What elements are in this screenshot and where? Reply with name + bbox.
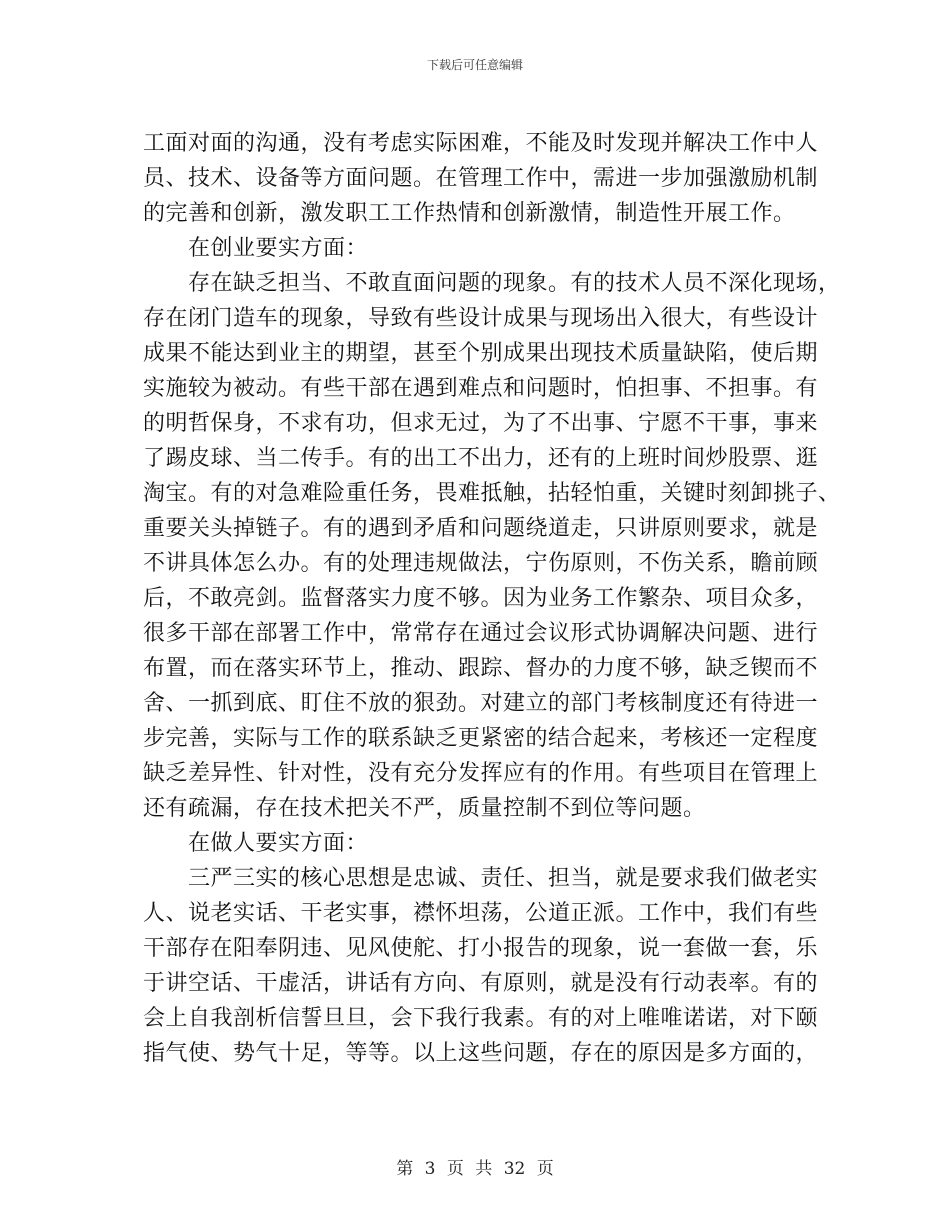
text-line: 在做人要实方面： — [188, 831, 369, 856]
text-line: 人、说老实话、干老实事，襟怀坦荡，公道正派。工作中，我们有些 — [143, 901, 819, 926]
text-line: 在创业要实方面： — [188, 236, 369, 261]
document-body — [143, 126, 841, 1071]
text-line: 舍、一抓到底、盯住不放的狠劲。对建立的部门考核制度还有待进一 — [143, 691, 819, 716]
text-line: 实施较为被动。有些干部在遇到难点和问题时，怕担事、不担事。有 — [143, 376, 819, 401]
text-line: 后，不敢亮剑。监督落实力度不够。因为业务工作繁杂、项目众多， — [143, 586, 819, 611]
text-line: 指气使、势气十足，等等。以上这些问题，存在的原因是多方面的， — [143, 1041, 819, 1066]
text-line: 干部存在阳奉阴违、见风使舵、打小报告的现象，说一套做一套，乐 — [143, 936, 819, 961]
text-line: 很多干部在部署工作中，常常存在通过会议形式协调解决问题、进行 — [143, 621, 819, 646]
page-footer: 第 3 页 共 32 页 — [396, 1159, 554, 1179]
text-line: 步完善，实际与工作的联系缺乏更紧密的结合起来，考核还一定程度 — [143, 726, 819, 751]
text-line: 重要关头掉链子。有的遇到矛盾和问题绕道走，只讲原则要求，就是 — [143, 516, 819, 541]
text-line: 会上自我剖析信誓旦旦，会下我行我素。有的对上唯唯诺诺，对下颐 — [143, 1006, 819, 1031]
text-line: 的明哲保身，不求有功，但求无过，为了不出事、宁愿不干事，事来 — [143, 411, 819, 436]
text-line: 存在缺乏担当、不敢直面问题的现象。有的技术人员不深化现场， — [188, 271, 841, 296]
text-line: 三严三实的核心思想是忠诚、责任、担当，就是要求我们做老实 — [188, 866, 819, 891]
text-line: 成果不能达到业主的期望，甚至个别成果出现技术质量缺陷，使后期 — [143, 341, 819, 366]
text-line: 存在闭门造车的现象，导致有些设计成果与现场出入很大，有些设计 — [143, 306, 819, 331]
page-header: 下载后可任意编辑 — [426, 58, 523, 72]
text-line: 淘宝。有的对急难险重任务，畏难抵触，拈轻怕重，关键时刻卸挑子、 — [143, 481, 841, 506]
text-line: 还有疏漏，存在技术把关不严，质量控制不到位等问题。 — [143, 796, 706, 821]
text-line: 不讲具体怎么办。有的处理违规做法，宁伤原则，不伤关系，瞻前顾 — [143, 551, 819, 576]
text-line: 了踢皮球、当二传手。有的出工不出力，还有的上班时间炒股票、逛 — [143, 446, 819, 471]
text-line: 员、技术、设备等方面问题。在管理工作中，需进一步加强激励机制 — [143, 166, 819, 191]
text-line: 布置，而在落实环节上，推动、跟踪、督办的力度不够，缺乏锲而不 — [143, 656, 819, 681]
text-line: 缺乏差异性、针对性，没有充分发挥应有的作用。有些项目在管理上 — [143, 761, 819, 786]
text-line: 的完善和创新，激发职工工作热情和创新激情，制造性开展工作。 — [143, 201, 796, 226]
text-line: 工面对面的沟通，没有考虑实际困难，不能及时发现并解决工作中人 — [143, 131, 819, 156]
text-line: 于讲空话、干虚活，讲话有方向、有原则，就是没有行动表率。有的 — [143, 971, 819, 996]
